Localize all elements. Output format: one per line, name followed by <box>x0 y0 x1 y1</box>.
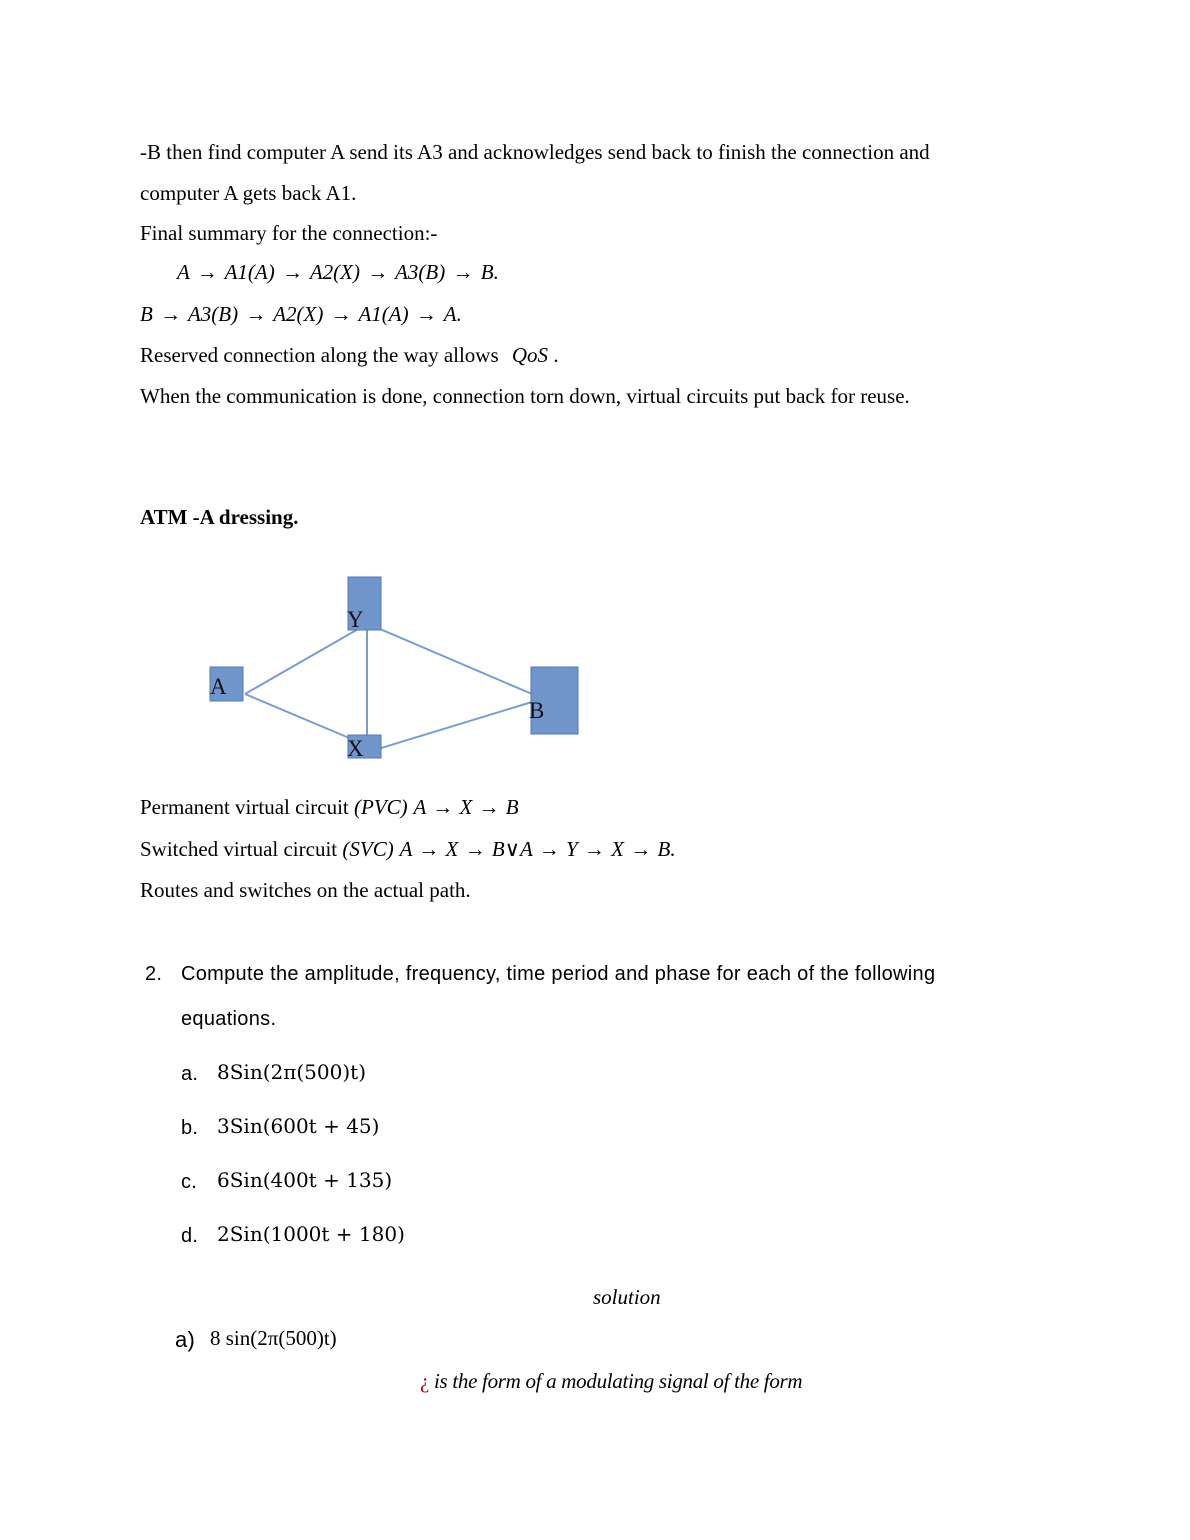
qos-math: QoS <box>511 343 549 367</box>
node-a-label: A <box>210 674 227 699</box>
inverted-question-mark: ¿ <box>420 1369 430 1393</box>
edge-a-x <box>245 694 354 740</box>
node-y <box>347 577 381 632</box>
item-d-label: d. <box>181 1225 199 1247</box>
question-text-line1: Compute the amplitude, frequency, time period and phase for each of the following <box>181 963 936 985</box>
solution-note <box>420 1369 802 1394</box>
diagram-edges <box>245 628 532 748</box>
node-x <box>347 735 381 761</box>
paragraph-summary-label: Final summary for the connection:- <box>140 221 438 245</box>
paragraph-qos <box>140 343 559 368</box>
solution-note-text: is the form of a modulating signal of the form <box>433 1369 803 1393</box>
item-d-expr: 2Sin(1000t + 180) <box>217 1222 405 1246</box>
item-c-label: c. <box>181 1171 198 1193</box>
paragraph-connection-1: -B then find computer A send its A3 and acknowledges send back to finish the connection and <box>140 140 930 164</box>
node-b-label: B <box>529 698 545 723</box>
edge-y-b <box>380 629 532 694</box>
paragraph-connection-2: computer A gets back A1. <box>140 181 357 205</box>
question-text-line2: equations. <box>181 1008 277 1030</box>
node-b <box>529 667 578 734</box>
item-b-label: b. <box>181 1117 199 1139</box>
edge-a-y <box>245 628 360 694</box>
paragraph-pvc <box>140 795 519 820</box>
paragraph-svc <box>140 837 676 862</box>
atm-network-diagram <box>200 570 600 770</box>
paragraph-routes: Routes and switches on the actual path. <box>140 878 471 902</box>
paragraph-teardown: When the communication is done, connection torn down, virtual circuits put back for reuse. <box>140 384 910 408</box>
qos-text: Reserved connection along the way allows <box>140 343 499 367</box>
solution-a-label: a) <box>175 1327 196 1352</box>
svc-math: (SVC) A → X → B∨A → Y → X → B. <box>342 837 676 861</box>
node-y-label: Y <box>347 607 364 632</box>
question-number: 2. <box>145 963 163 985</box>
node-x-label: X <box>347 736 364 761</box>
pvc-math: (PVC) A → X → B <box>354 795 519 819</box>
equation-forward-path: A → A1(A) → A2(X) → A3(B) → B. <box>177 260 499 284</box>
item-c-expr: 6Sin(400t + 135) <box>217 1168 393 1192</box>
solution-title: solution <box>593 1285 661 1309</box>
equation-reverse-path: B → A3(B) → A2(X) → A1(A) → A. <box>140 302 462 326</box>
section-heading-atm: ATM -A dressing. <box>140 505 299 529</box>
item-b-expr: 3Sin(600t + 45) <box>217 1114 380 1138</box>
item-a-expr: 8Sin(2π(500)t) <box>217 1060 366 1084</box>
solution-a-expr: 8 sin(2π(500)t) <box>210 1326 337 1350</box>
svc-text: Switched virtual circuit <box>140 837 338 861</box>
item-a-label: a. <box>181 1063 199 1085</box>
node-a <box>210 667 243 701</box>
edge-x-b <box>381 702 532 748</box>
qos-period: . <box>553 343 559 367</box>
pvc-text: Permanent virtual circuit <box>140 795 349 819</box>
